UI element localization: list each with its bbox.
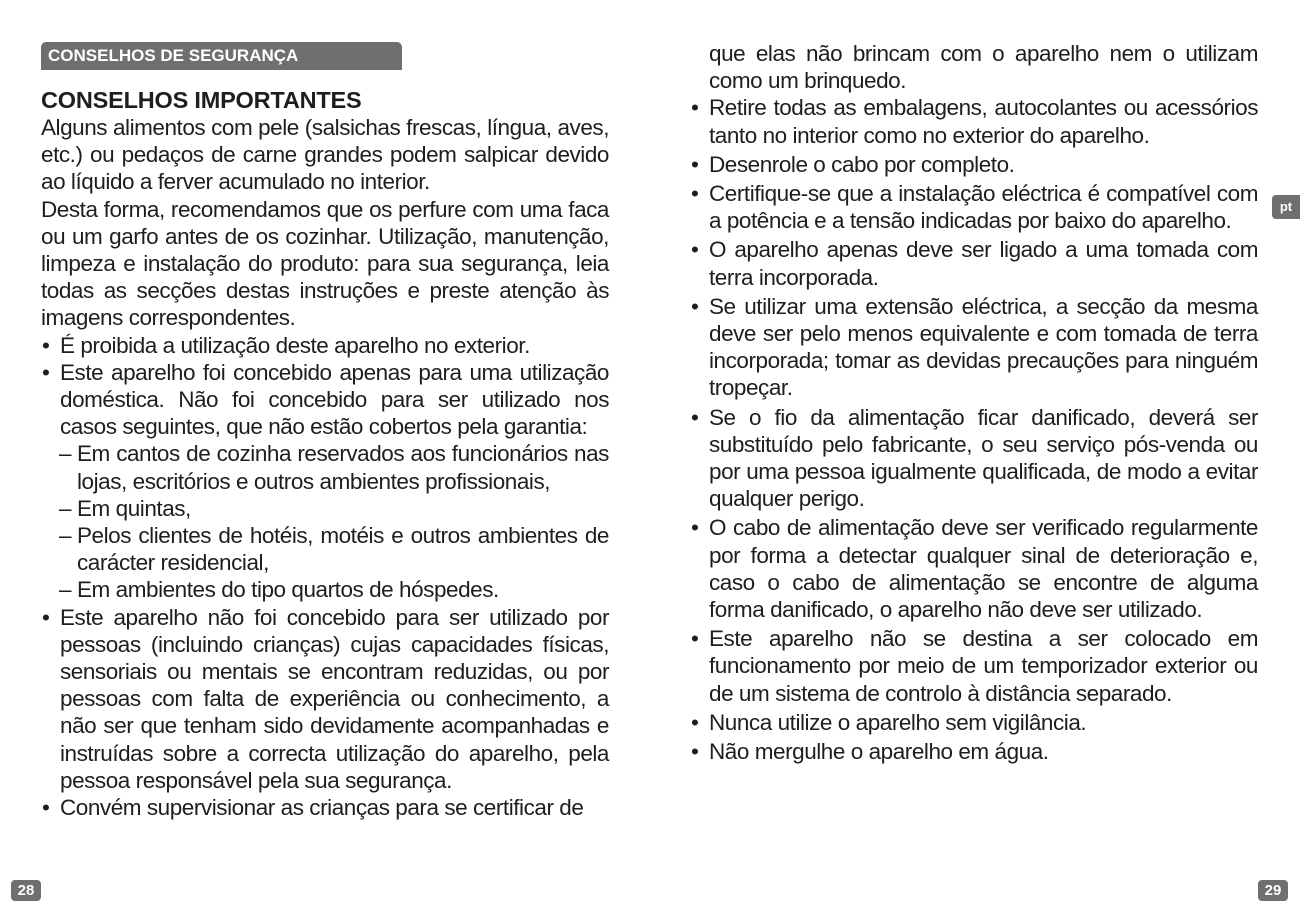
dash-item: – Em quintas,	[41, 495, 609, 522]
continued-text: que elas não brincam com o aparelho nem o utilizam como um brinquedo.	[709, 41, 1258, 94]
dash-list	[60, 440, 609, 603]
right-bullet-list	[690, 94, 1258, 765]
list-item: • Retire todas as embalagens, autocolantes ou acessórios tanto no interior como no exterior do aparelho.	[690, 94, 1258, 148]
list-item: • É proibida a utilização deste aparelho no exterior.	[41, 332, 609, 359]
list-item: • Este aparelho não foi concebido para ser utilizado por pessoas (incluindo crianças) cujas capacidades físicas, sensoriais ou mentais se encontram reduzidas, ou por pessoas com falta de experiência ou conhecimento, a não ser que tenham sido devidamente acompanhadas e instruídas sobre a correcta utilização do aparelho, pela pessoa responsável pela sua segurança.	[41, 604, 609, 794]
list-item	[41, 359, 609, 604]
intro-paragraph-1: Alguns alimentos com pele (salsichas frescas, língua, aves, etc.) ou pedaços de carne grandes podem salpicar devido ao líquido a ferver acumulado no interior.	[41, 115, 609, 195]
list-item: • Desenrole o cabo por completo.	[690, 151, 1258, 178]
page-number-right: 29	[1258, 880, 1288, 901]
dash-item: – Pelos clientes de hotéis, motéis e outros ambientes de carácter residencial,	[41, 522, 609, 576]
list-item: • O aparelho apenas deve ser ligado a uma tomada com terra incorporada.	[690, 236, 1258, 290]
intro-paragraph-2: Desta forma, recomendamos que os perfure com uma faca ou um garfo antes de os cozinhar. Utilização, manutenção, limpeza e instalação do produto: para sua segurança, leia todas as secções destas instruções e preste atenção às imagens correspondentes.	[41, 196, 609, 331]
language-tab: pt	[1272, 195, 1300, 219]
dash-item: – Em ambientes do tipo quartos de hóspedes.	[41, 576, 609, 603]
page-number-left: 28	[11, 880, 41, 901]
list-item: • Este aparelho não se destina a ser colocado em funcionamento por meio de um temporizador exterior ou de um sistema de controlo à distância separado.	[690, 625, 1258, 707]
section-tag: CONSELHOS DE SEGURANÇA	[41, 42, 402, 70]
list-item: • Se utilizar uma extensão eléctrica, a secção da mesma deve ser pelo menos equivalente e com tomada de terra incorporada; tomar as devidas precauções para ninguém tropeçar.	[690, 293, 1258, 402]
list-item: • Não mergulhe o aparelho em água.	[690, 738, 1258, 765]
list-item: • Certifique-se que a instalação eléctrica é compatível com a potência e a tensão indicadas por baixo do aparelho.	[690, 180, 1258, 234]
list-item: • Convém supervisionar as crianças para se certificar de	[41, 794, 609, 821]
list-item: • Se o fio da alimentação ficar danificado, deverá ser substituído pelo fabricante, o seu serviço pós-venda ou por uma pessoa igualmente qualificada, de modo a evitar qualquer perigo.	[690, 404, 1258, 513]
right-column	[690, 40, 1258, 767]
dash-item: – Em cantos de cozinha reservados aos funcionários nas lojas, escritórios e outros ambientes profissionais,	[41, 440, 609, 494]
left-column	[41, 87, 609, 821]
list-item-text: Este aparelho foi concebido apenas para uma utilização doméstica. Não foi concebido para ser utilizado nos casos seguintes, que não estão cobertos pela garantia:	[60, 359, 609, 440]
page-heading: CONSELHOS IMPORTANTES	[41, 87, 362, 113]
list-item: • O cabo de alimentação deve ser verificado regularmente por forma a detectar qualquer sinal de deterioração e, caso o cabo de alimentação se encontre de alguma forma danificado, o aparelho não deve ser utilizado.	[690, 514, 1258, 623]
left-bullet-list	[41, 332, 609, 822]
list-item: • Nunca utilize o aparelho sem vigilância.	[690, 709, 1258, 736]
